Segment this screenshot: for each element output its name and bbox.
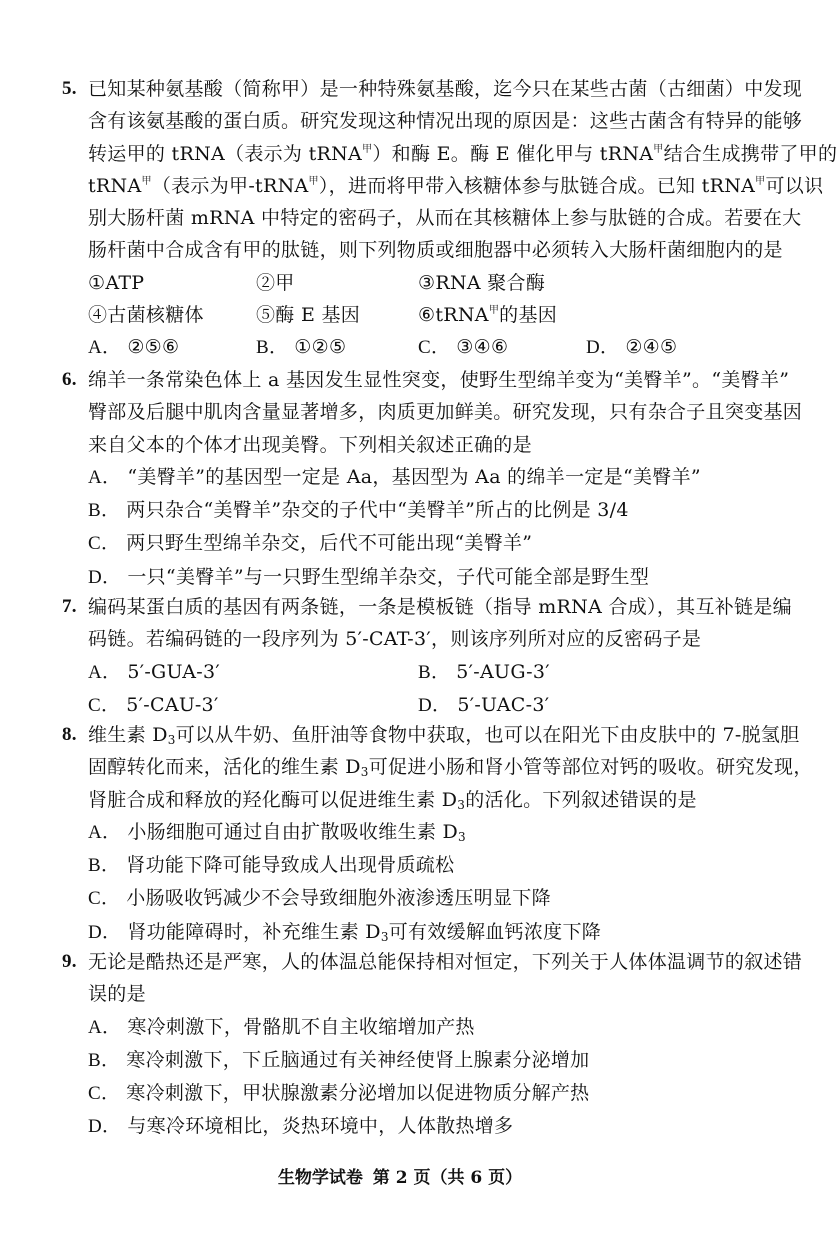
option-c[interactable]: C． 寒冷刺激下，甲状腺激素分泌增加以促进物质分解产热 <box>88 1082 590 1105</box>
question-9 <box>58 946 803 1144</box>
question-number: 9. <box>62 951 77 972</box>
question-5-line-1: 5. 已知某种氨基酸（简称甲）是一种特殊氨基酸，迄今只在某些古菌（古细菌）中发现 <box>58 73 758 105</box>
question-5-line-3: 转运甲的 tRNA（表示为 tRNA$^甲$）和酶 E。酶 E 催化甲与 tRNA$^甲$结合生成携带了甲的 <box>88 142 837 165</box>
option-b[interactable]: B． ①②⑤ <box>256 336 347 359</box>
item-1: ①ATP <box>88 271 145 294</box>
question-8-line-3: 肾脏合成和释放的羟化酶可以促进维生素 $D_3$的活化。下列叙述错误的是 <box>88 788 697 812</box>
option-a[interactable]: A． 5′-GUA-3′ <box>88 660 220 683</box>
item-list-row-1 <box>58 267 758 299</box>
item-2: ②甲 <box>256 271 295 294</box>
options-row-2 <box>58 689 758 722</box>
question-8-line-1: 8. 维生素 $D_3$可以从牛奶、鱼肝油等食物中获取，也可以在阳光下由皮肤中的 7-脱氢胆 <box>58 719 758 751</box>
option-a[interactable]: A． 小肠细胞可通过自由扩散吸收维生素 $D_3$ <box>88 820 466 844</box>
question-7 <box>58 591 792 722</box>
question-number: 8. <box>62 724 77 745</box>
question-5-line-5: 别大肠杆菌 mRNA 中特定的密码子，从而在其核糖体上参与肽链的合成。若要在大 <box>88 207 802 230</box>
question-number: 6. <box>62 369 77 390</box>
option-b[interactable]: B． 肾功能下降可能导致成人出现骨质疏松 <box>88 854 455 877</box>
option-d[interactable]: D． 5′-UAC-3′ <box>418 693 550 716</box>
question-8-line-2: 固醇转化而来，活化的维生素 $D_3$可促进小肠和肾小管等部位对钙的吸收。研究发现， <box>88 756 813 780</box>
question-6-line-3: 来自父本的个体才出现美臀。下列相关叙述正确的是 <box>88 433 532 456</box>
option-d[interactable]: D． ②④⑤ <box>586 336 678 359</box>
option-b[interactable]: B． 寒冷刺激下，下丘脑通过有关神经使肾上腺素分泌增加 <box>88 1048 590 1071</box>
option-b[interactable]: B． 5′-AUG-3′ <box>418 660 550 683</box>
question-number: 5. <box>62 78 77 99</box>
item-3: ③RNA 聚合酶 <box>418 271 546 294</box>
options-row <box>58 331 758 364</box>
footer-page-number: 第 2 页（共 6 页） <box>372 1168 523 1188</box>
question-5-line-4: tRNA$^甲$（表示为甲-tRNA$^甲$），进而将甲带入核糖体参与肽链合成。已知 tRNA$^甲$可以识 <box>88 174 824 197</box>
option-c[interactable]: C． ③④⑥ <box>418 336 509 359</box>
question-8 <box>58 719 813 949</box>
item-list-row-2 <box>58 299 758 331</box>
question-7-line-1: 7. 编码某蛋白质的基因有两条链，一条是模板链（指导 mRNA 合成），其互补链是编 <box>58 591 758 623</box>
question-9-line-1: 9. 无论是酷热还是严寒，人的体温总能保持相对恒定，下列关于人体体温调节的叙述错 <box>58 946 758 978</box>
item-4: ④古菌核糖体 <box>88 304 204 327</box>
question-6-line-2: 臀部及后腿中肌肉含量显著增多，肉质更加鲜美。研究发现，只有杂合子且突变基因 <box>88 401 803 424</box>
option-a[interactable]: A． ②⑤⑥ <box>88 336 180 359</box>
option-a[interactable]: A． 寒冷刺激下，骨骼肌不自主收缩增加产热 <box>88 1015 475 1038</box>
question-7-line-2: 码链。若编码链的一段序列为 5′-CAT-3′，则该序列所对应的反密码子是 <box>88 628 702 651</box>
option-d[interactable]: D． 与寒冷环境相比，炎热环境中，人体散热增多 <box>88 1115 514 1138</box>
item-6: ⑥tRNA$^甲$的基因 <box>418 304 558 327</box>
option-b[interactable]: B． 两只杂合“美臀羊”杂交的子代中“美臀羊”所占的比例是 3/4 <box>88 499 629 522</box>
item-5: ⑤酶 E 基因 <box>256 304 361 327</box>
option-c[interactable]: C． 5′-CAU-3′ <box>88 693 219 716</box>
option-c[interactable]: C． 两只野生型绵羊杂交，后代不可能出现“美臀羊” <box>88 532 533 555</box>
question-number: 7. <box>62 596 77 617</box>
options-row-1 <box>58 656 758 689</box>
option-c[interactable]: C． 小肠吸收钙减少不会导致细胞外液渗透压明显下降 <box>88 887 551 910</box>
question-5-line-6: 肠杆菌中合成含有甲的肽链，则下列物质或细胞器中必须转入大肠杆菌细胞内的是 <box>88 239 783 262</box>
question-6 <box>58 364 803 594</box>
question-6-line-1: 6. 绵羊一条常染色体上 a 基因发生显性突变，使野生型绵羊变为“美臀羊”。“美臀羊” <box>58 364 758 396</box>
option-d[interactable]: D． 肾功能障碍时，补充维生素 $D_3$可有效缓解血钙浓度下降 <box>88 920 602 944</box>
footer-subject: 生物学试卷 <box>277 1168 363 1188</box>
question-5 <box>58 73 837 365</box>
page-footer <box>0 1163 800 1188</box>
option-d[interactable]: D． 一只“美臀羊”与一只野生型绵羊杂交，子代可能全部是野生型 <box>88 565 650 588</box>
question-5-line-2: 含有该氨基酸的蛋白质。研究发现这种情况出现的原因是：这些古菌含有特异的能够 <box>88 110 803 133</box>
option-a[interactable]: A． “美臀羊”的基因型一定是 Aa，基因型为 Aa 的绵羊一定是“美臀羊” <box>88 465 701 488</box>
question-9-line-2: 误的是 <box>88 983 146 1006</box>
